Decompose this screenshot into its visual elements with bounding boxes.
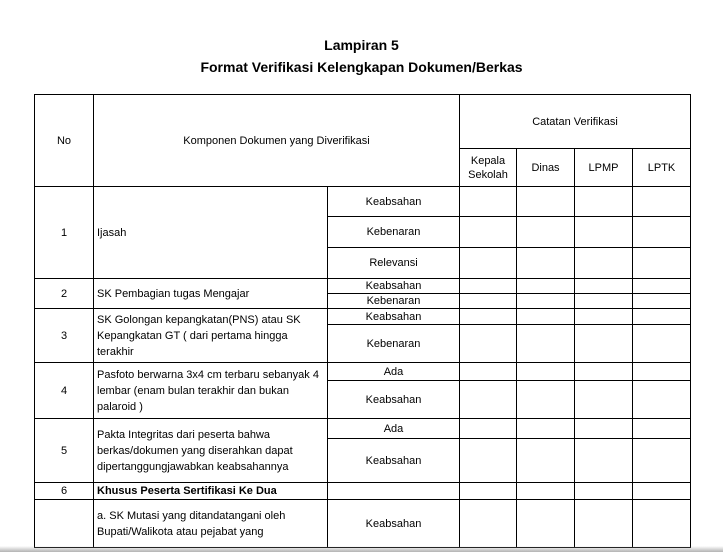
criteria-cell: Keabsahan	[328, 500, 460, 548]
check-cell[interactable]	[575, 363, 633, 381]
check-cell[interactable]	[575, 217, 633, 248]
check-cell[interactable]	[633, 381, 691, 419]
page-subtitle: Format Verifikasi Kelengkapan Dokumen/Berkas	[200, 59, 523, 75]
check-cell[interactable]	[575, 187, 633, 217]
table-row	[35, 500, 691, 548]
check-cell[interactable]	[575, 294, 633, 309]
check-cell[interactable]	[575, 248, 633, 279]
row-number: 5	[35, 419, 94, 483]
check-cell[interactable]	[575, 309, 633, 325]
criteria-cell: Kebenaran	[328, 325, 460, 363]
table-row	[35, 187, 691, 217]
check-cell[interactable]	[575, 325, 633, 363]
document-name: a. SK Mutasi yang ditandatangani oleh Bupati/Walikota atau pejabat yang	[94, 500, 328, 548]
check-cell[interactable]	[517, 187, 575, 217]
check-cell[interactable]	[517, 483, 575, 500]
row-number: 3	[35, 309, 94, 363]
check-cell[interactable]	[517, 325, 575, 363]
check-cell[interactable]	[517, 381, 575, 419]
check-cell[interactable]	[633, 419, 691, 439]
header-lptk: LPTK	[633, 149, 691, 187]
check-cell[interactable]	[575, 483, 633, 500]
check-cell[interactable]	[633, 483, 691, 500]
check-cell[interactable]	[575, 419, 633, 439]
document-name: Pakta Integritas dari peserta bahwa berkas/dokumen yang diserahkan dapat dipertanggungjawabkan keabsahannya	[94, 419, 328, 483]
check-cell[interactable]	[517, 309, 575, 325]
check-cell[interactable]	[460, 279, 517, 294]
row-number: 4	[35, 363, 94, 419]
table-row	[35, 483, 691, 500]
check-cell[interactable]	[633, 439, 691, 483]
check-cell[interactable]	[633, 500, 691, 548]
check-cell[interactable]	[633, 309, 691, 325]
verification-table	[34, 94, 691, 548]
check-cell[interactable]	[633, 217, 691, 248]
header-komponen: Komponen Dokumen yang Diverifikasi	[94, 95, 460, 187]
row-number: 1	[35, 187, 94, 279]
criteria-cell: Relevansi	[328, 248, 460, 279]
criteria-cell: Keabsahan	[328, 309, 460, 325]
check-cell[interactable]	[517, 248, 575, 279]
check-cell[interactable]	[460, 217, 517, 248]
check-cell[interactable]	[517, 217, 575, 248]
check-cell[interactable]	[460, 187, 517, 217]
check-cell[interactable]	[517, 419, 575, 439]
check-cell[interactable]	[633, 279, 691, 294]
check-cell[interactable]	[460, 294, 517, 309]
check-cell[interactable]	[460, 381, 517, 419]
page-title: Lampiran 5	[324, 37, 399, 53]
check-cell[interactable]	[575, 381, 633, 419]
table-row	[35, 419, 691, 439]
criteria-cell: Ada	[328, 419, 460, 439]
criteria-cell	[328, 483, 460, 500]
header-lpmp: LPMP	[575, 149, 633, 187]
section-heading: Khusus Peserta Sertifikasi Ke Dua	[94, 483, 328, 500]
check-cell[interactable]	[517, 500, 575, 548]
document-name: Ijasah	[94, 187, 328, 279]
check-cell[interactable]	[460, 500, 517, 548]
check-cell[interactable]	[460, 419, 517, 439]
check-cell[interactable]	[460, 248, 517, 279]
check-cell[interactable]	[460, 439, 517, 483]
header-no: No	[35, 95, 94, 187]
criteria-cell: Keabsahan	[328, 439, 460, 483]
check-cell[interactable]	[633, 187, 691, 217]
document-name: Pasfoto berwarna 3x4 cm terbaru sebanyak 4 lembar (enam bulan terakhir dan bukan palaroid )	[94, 363, 328, 419]
check-cell[interactable]	[575, 279, 633, 294]
check-cell[interactable]	[517, 363, 575, 381]
row-number: 2	[35, 279, 94, 309]
criteria-cell: Keabsahan	[328, 187, 460, 217]
table-row	[35, 279, 691, 294]
check-cell[interactable]	[633, 294, 691, 309]
table-row	[35, 363, 691, 381]
criteria-cell: Ada	[328, 363, 460, 381]
document-name: SK Pembagian tugas Mengajar	[94, 279, 328, 309]
table-row	[35, 309, 691, 325]
check-cell[interactable]	[460, 483, 517, 500]
check-cell[interactable]	[460, 309, 517, 325]
header-row	[35, 95, 691, 149]
check-cell[interactable]	[633, 325, 691, 363]
check-cell[interactable]	[575, 500, 633, 548]
header-catatan-verifikasi: Catatan Verifikasi	[460, 95, 691, 149]
check-cell[interactable]	[517, 439, 575, 483]
header-dinas: Dinas	[517, 149, 575, 187]
criteria-cell: Keabsahan	[328, 381, 460, 419]
check-cell[interactable]	[517, 294, 575, 309]
check-cell[interactable]	[517, 279, 575, 294]
check-cell[interactable]	[575, 439, 633, 483]
criteria-cell: Keabsahan	[328, 279, 460, 294]
document-name: SK Golongan kepangkatan(PNS) atau SK Kepangkatan GT ( dari pertama hingga terakhir	[94, 309, 328, 363]
criteria-cell: Kebenaran	[328, 294, 460, 309]
row-number	[35, 500, 94, 548]
check-cell[interactable]	[633, 248, 691, 279]
header-kepala-sekolah: Kepala Sekolah	[460, 149, 517, 187]
check-cell[interactable]	[633, 363, 691, 381]
criteria-cell: Kebenaran	[328, 217, 460, 248]
row-number: 6	[35, 483, 94, 500]
check-cell[interactable]	[460, 325, 517, 363]
bottom-shadow	[0, 546, 723, 552]
check-cell[interactable]	[460, 363, 517, 381]
